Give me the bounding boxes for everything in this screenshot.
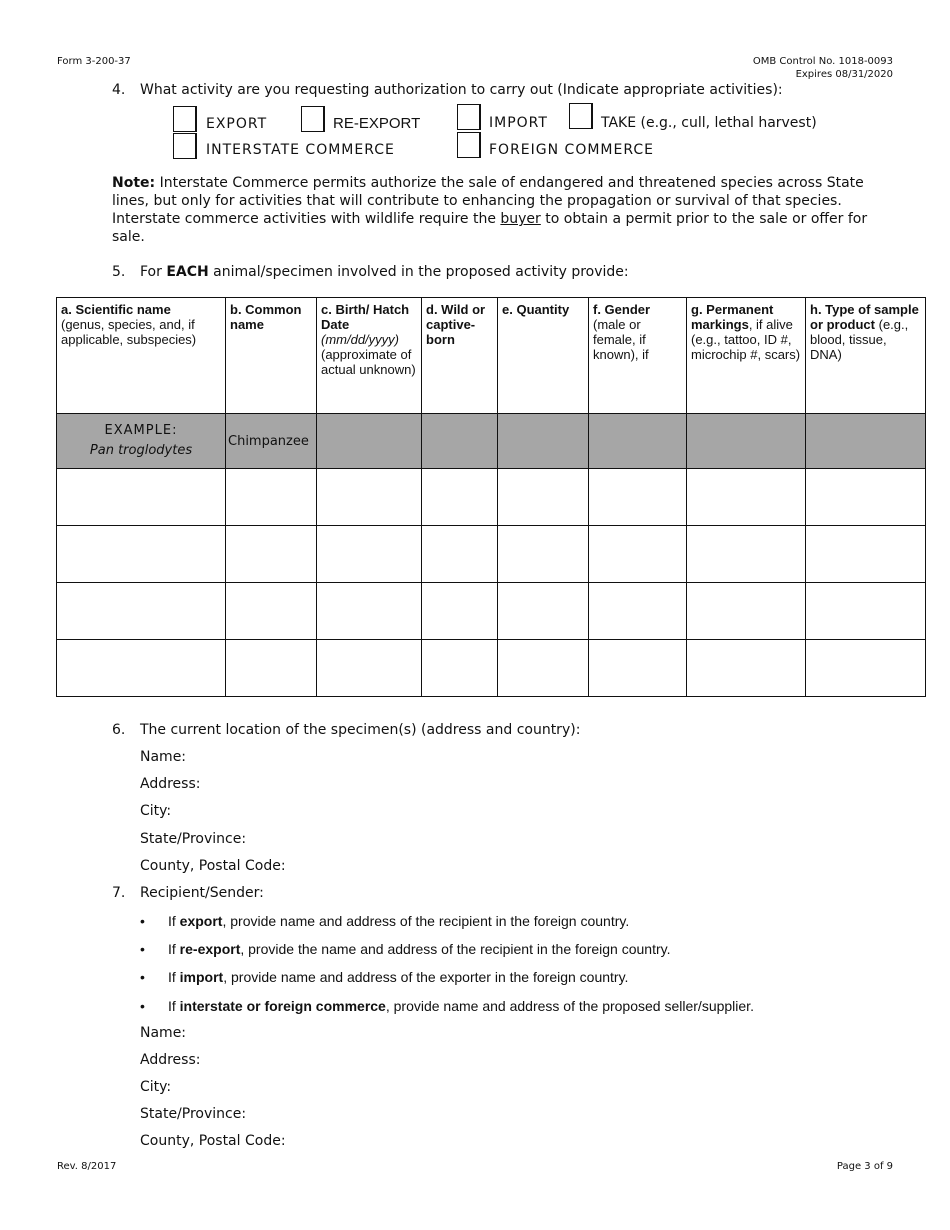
table-cell[interactable] [226,583,317,640]
q6-name-field[interactable]: Name: [140,749,187,765]
q6-address-field[interactable]: Address: [140,776,201,792]
import-checkbox[interactable] [457,104,481,130]
table-cell[interactable] [57,469,226,526]
note-label: Note: [112,175,156,191]
table-cell[interactable] [589,526,687,583]
foreign-commerce-checkbox[interactable] [457,132,481,158]
expiration-date: Expires 08/31/2020 [795,69,893,80]
q7-county-postal-field[interactable]: County, Postal Code: [140,1133,286,1149]
table-cell[interactable] [498,469,589,526]
note-buyer: buyer [500,211,541,227]
q7-name-field[interactable]: Name: [140,1025,187,1041]
take-label: TAKE (e.g., cull, lethal harvest) [601,115,817,131]
specimen-table [56,297,926,697]
table-cell[interactable] [317,526,422,583]
example-cell [422,414,498,469]
interstate-commerce-checkbox[interactable] [173,133,197,159]
q6-city-field[interactable]: City: [140,803,172,819]
example-cell [806,414,926,469]
example-cell [687,414,806,469]
q7-question: Recipient/Sender: [140,885,264,901]
note-line-2: lines, but only for activities that will contribute to enhancing the propagation or survival of that species. [112,193,842,209]
interstate-commerce-label: INTERSTATE COMMERCE [206,142,395,158]
table-cell[interactable] [806,640,926,697]
bullet-reexport: • If re-export, provide the name and address of the recipient in the foreign country. [140,941,671,957]
col-sample-type: h. Type of sample or product (e.g., blood, tissue, DNA) [806,298,926,414]
table-cell[interactable] [422,526,498,583]
example-cell [317,414,422,469]
table-cell[interactable] [317,583,422,640]
col-scientific-name: a. Scientific name (genus, species, and, if applicable, subspecies) [57,298,226,414]
export-checkbox[interactable] [173,106,197,132]
table-cell[interactable] [422,469,498,526]
example-row [57,414,926,469]
foreign-commerce-label: FOREIGN COMMERCE [489,142,654,158]
form-number: Form 3-200-37 [57,56,131,67]
revision-date: Rev. 8/2017 [57,1161,117,1172]
interstate-note [112,174,892,246]
q6-question: The current location of the specimen(s) (address and country): [140,722,581,738]
table-cell[interactable] [226,640,317,697]
table-cell[interactable] [498,583,589,640]
col-permanent-markings: g. Permanent markings, if alive (e.g., tattoo, ID #, microchip #, scars) [687,298,806,414]
bullet-export: • If export, provide name and address of the recipient in the foreign country. [140,913,630,929]
table-cell[interactable] [317,640,422,697]
table-cell[interactable] [57,583,226,640]
table-cell[interactable] [687,469,806,526]
page-number: Page 3 of 9 [836,1161,893,1172]
q6-state-field[interactable]: State/Province: [140,831,247,847]
table-cell[interactable] [589,640,687,697]
table-cell[interactable] [589,469,687,526]
note-line-3-end: to obtain a permit prior to the sale or offer for sale. [112,211,868,245]
table-row [57,469,926,526]
col-birth-date: c. Birth/ Hatch Date (mm/dd/yyyy) (approximate of actual unknown) [317,298,422,414]
table-cell[interactable] [422,583,498,640]
reexport-label: RE-EXPORT [333,115,421,132]
table-cell[interactable] [687,583,806,640]
q6-number: 6. [112,722,126,738]
table-row [57,583,926,640]
import-label: IMPORT [489,115,548,131]
example-cell [589,414,687,469]
table-cell[interactable] [806,526,926,583]
table-cell[interactable] [498,640,589,697]
table-cell[interactable] [687,526,806,583]
q7-state-field[interactable]: State/Province: [140,1106,247,1122]
note-line-1: Interstate Commerce permits authorize the sale of endangered and threatened species across State [159,175,864,191]
q4-number: 4. [112,82,126,98]
example-common-name: Chimpanzee [226,414,317,469]
table-cell[interactable] [687,640,806,697]
col-common-name: b. Common name [226,298,317,414]
q5-number: 5. [112,264,126,280]
table-row [57,526,926,583]
table-row [57,640,926,697]
table-cell[interactable] [226,526,317,583]
export-label: EXPORT [206,116,268,132]
example-scientific-name: EXAMPLE: Pan troglodytes [57,414,226,469]
omb-control-number: OMB Control No. 1018-0093 [752,56,893,67]
q7-city-field[interactable]: City: [140,1079,172,1095]
col-gender: f. Gender (male or female, if known), if [589,298,687,414]
table-cell[interactable] [498,526,589,583]
note-line-3-start: Interstate commerce activities with wildlife require the [112,211,501,227]
table-cell[interactable] [317,469,422,526]
example-cell [498,414,589,469]
bullet-commerce: • If interstate or foreign commerce, provide name and address of the proposed seller/supplier. [140,998,754,1014]
table-cell[interactable] [806,583,926,640]
q5-question: For EACH animal/specimen involved in the proposed activity provide: [140,264,629,280]
q6-county-postal-field[interactable]: County, Postal Code: [140,858,286,874]
reexport-checkbox[interactable] [301,106,325,132]
table-cell[interactable] [57,526,226,583]
table-cell[interactable] [806,469,926,526]
col-quantity: e. Quantity [498,298,589,414]
table-cell[interactable] [226,469,317,526]
table-cell[interactable] [422,640,498,697]
q7-address-field[interactable]: Address: [140,1052,201,1068]
take-checkbox[interactable] [569,103,593,129]
table-cell[interactable] [57,640,226,697]
table-cell[interactable] [589,583,687,640]
q4-question: What activity are you requesting authorization to carry out (Indicate appropriate activities): [140,82,783,98]
bullet-import: • If import, provide name and address of the exporter in the foreign country. [140,969,629,985]
col-wild-captive: d. Wild or captive-born [422,298,498,414]
q7-number: 7. [112,885,126,901]
